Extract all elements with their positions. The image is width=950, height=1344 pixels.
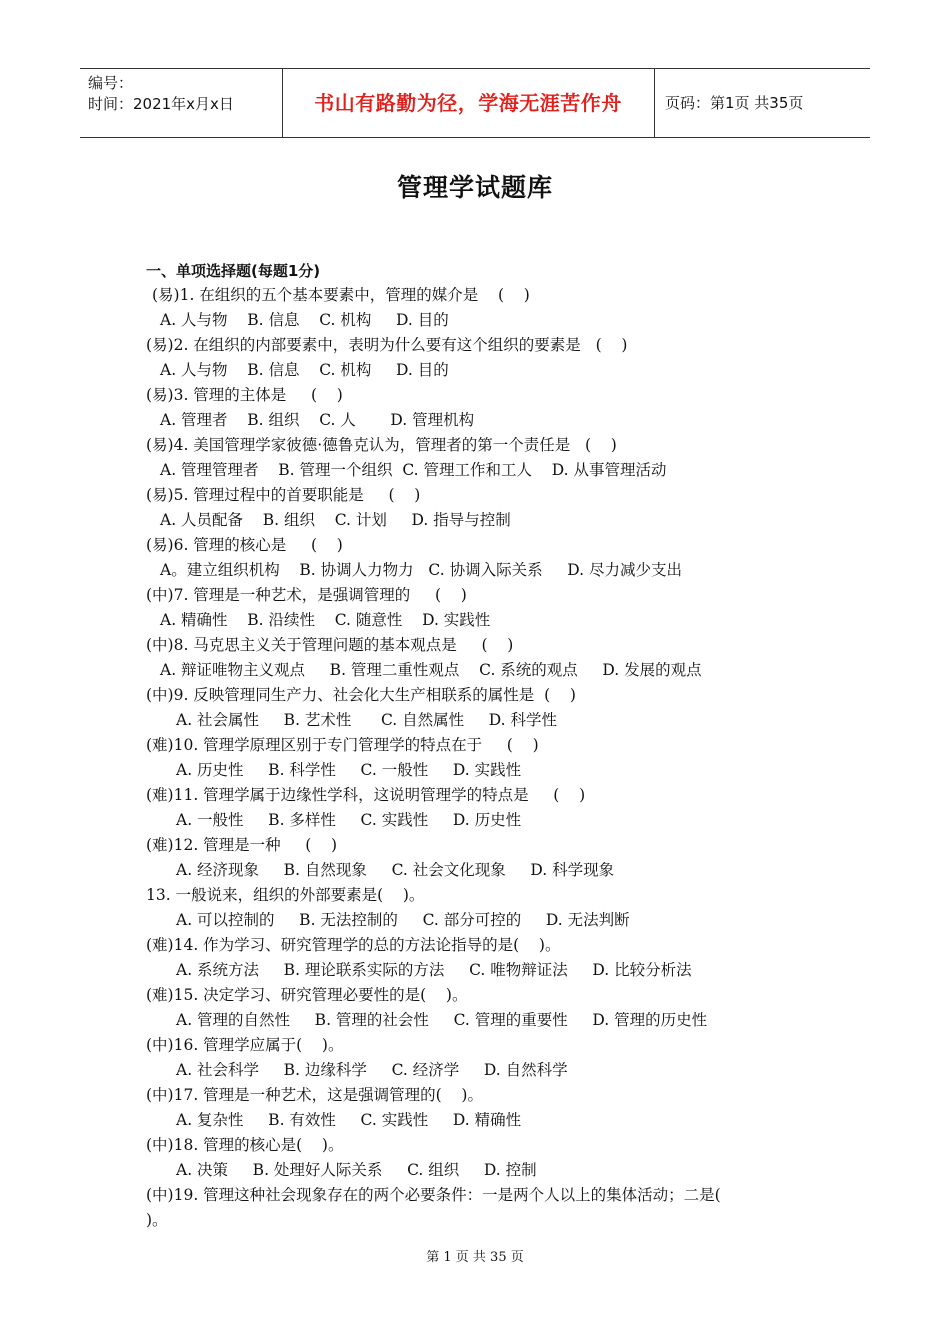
question-line: (中)8. 马克思主义关于管理问题的基本观点是 ( ) [146, 636, 514, 654]
question-line: (易)3. 管理的主体是 ( ) [146, 386, 343, 404]
document-header [80, 68, 870, 138]
option-line: A. 经济现象 B. 自然现象 C. 社会文化现象 D. 科学现象 [176, 861, 615, 879]
header-motto: 书山有路勤为径，学海无涯苦作舟 [314, 91, 622, 115]
header-number-label: 编号： [88, 74, 134, 92]
option-line: A. 社会科学 B. 边缘科学 C. 经济学 D. 自然科学 [176, 1061, 568, 1079]
option-line: A. 决策 B. 处理好人际关系 C. 组织 D. 控制 [176, 1161, 537, 1179]
section-heading: 一、单项选择题(每题1分) [146, 262, 321, 280]
option-line: A. 精确性 B. 沿续性 C. 随意性 D. 实践性 [160, 611, 491, 629]
document-title: 管理学试题库 [396, 173, 553, 202]
option-line: A. 可以控制的 B. 无法控制的 C. 部分可控的 D. 无法判断 [176, 911, 630, 929]
question-line: (中)9. 反映管理同生产力、社会化大生产相联系的属性是 ( ) [146, 686, 576, 704]
option-line: A. 人员配备 B. 组织 C. 计划 D. 指导与控制 [160, 511, 511, 529]
question-line: (难)11. 管理学属于边缘性学科，这说明管理学的特点是 ( ) [146, 786, 586, 804]
question-line: (易)1. 在组织的五个基本要素中，管理的媒介是 ( ) [152, 286, 530, 304]
question-line: (难)14. 作为学习、研究管理学的总的方法论指导的是( )。 [146, 936, 561, 954]
question-line: (难)10. 管理学原理区别于专门管理学的特点在于 ( ) [146, 736, 539, 754]
option-line: A. 人与物 B. 信息 C. 机构 D. 目的 [160, 311, 449, 329]
question-line: (中)16. 管理学应属于( )。 [146, 1036, 344, 1054]
question-line: (易)5. 管理过程中的首要职能是 ( ) [146, 486, 421, 504]
option-line: A. 一般性 B. 多样性 C. 实践性 D. 历史性 [176, 811, 522, 829]
option-line: A. 历史性 B. 科学性 C. 一般性 D. 实践性 [176, 761, 522, 779]
question-line: (易)2. 在组织的内部要素中，表明为什么要有这个组织的要素是 ( ) [146, 336, 628, 354]
question-line: (中)19. 管理这种社会现象存在的两个必要条件：一是两个人以上的集体活动；二是( [146, 1186, 721, 1204]
header-meta [88, 73, 234, 115]
option-line: A. 复杂性 B. 有效性 C. 实践性 D. 精确性 [176, 1111, 522, 1129]
option-line: A. 辩证唯物主义观点 B. 管理二重性观点 C. 系统的观点 D. 发展的观点 [160, 661, 702, 679]
option-line: A. 管理的自然性 B. 管理的社会性 C. 管理的重要性 D. 管理的历史性 [176, 1011, 708, 1029]
header-date: 时间：2021年x月x日 [88, 95, 234, 113]
page-footer: 第 1 页 共 35 页 [426, 1250, 524, 1265]
header-divider [654, 69, 655, 137]
option-line: A. 系统方法 B. 理论联系实际的方法 C. 唯物辩证法 D. 比较分析法 [176, 961, 692, 979]
option-line: A. 管理者 B. 组织 C. 人 D. 管理机构 [160, 411, 475, 429]
question-line: (中)18. 管理的核心是( )。 [146, 1136, 344, 1154]
question-line: (易)6. 管理的核心是 ( ) [146, 536, 343, 554]
question-line: (易)4. 美国管理学家彼德·德鲁克认为，管理者的第一个责任是 ( ) [146, 436, 617, 454]
option-line: A. 社会属性 B. 艺术性 C. 自然属性 D. 科学性 [176, 711, 558, 729]
option-line: A. 管理管理者 B. 管理一个组织 C. 管理工作和工人 D. 从事管理活动 [160, 461, 667, 479]
header-page-info: 页码：第1页 共35页 [665, 94, 804, 112]
question-line: (中)17. 管理是一种艺术，这是强调管理的( )。 [146, 1086, 483, 1104]
question-line: (中)7. 管理是一种艺术，是强调管理的 ( ) [146, 586, 467, 604]
option-line: A. 人与物 B. 信息 C. 机构 D. 目的 [160, 361, 449, 379]
option-line: A。建立组织机构 B. 协调人力物力 C. 协调入际关系 D. 尽力减少支出 [160, 561, 682, 579]
question-line-continuation: )。 [146, 1211, 168, 1229]
question-line: (难)12. 管理是一种 ( ) [146, 836, 338, 854]
question-line: (难)15. 决定学习、研究管理必要性的是( )。 [146, 986, 468, 1004]
question-line: 13. 一般说来，组织的外部要素是( )。 [146, 886, 425, 904]
